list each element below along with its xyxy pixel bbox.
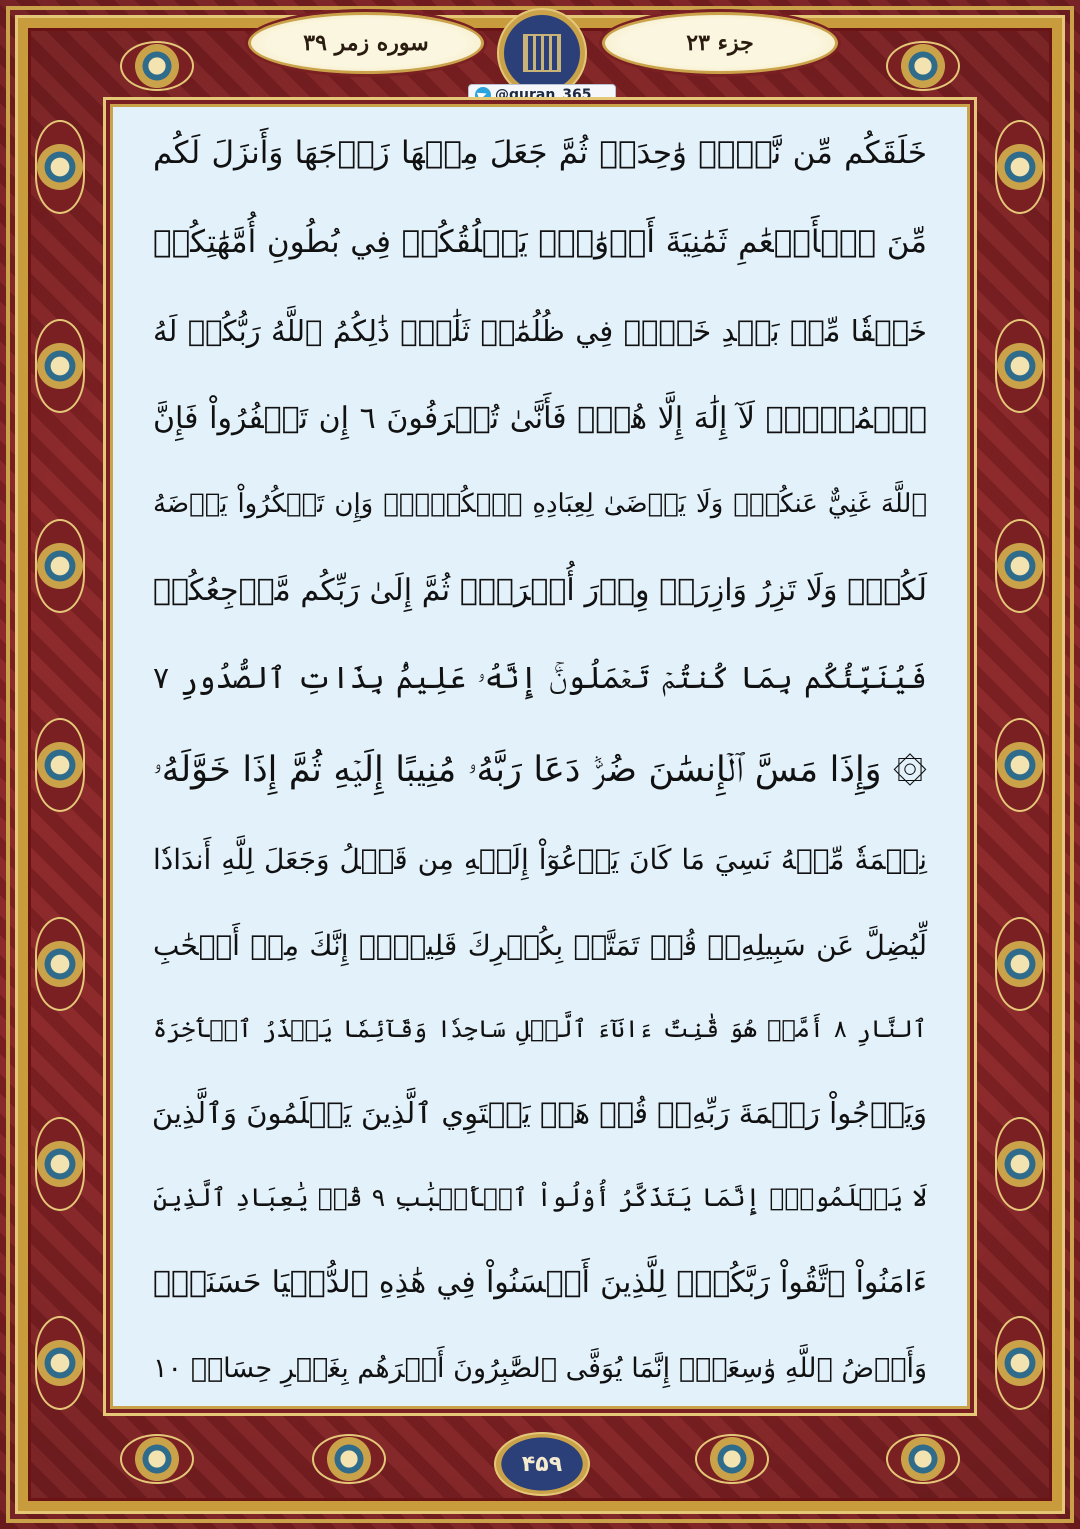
verse-line: مِّنَ ٱلۡأَنۡعَٰمِ ثَمَٰنِيَةَ أَزۡوَٰجٖۚ يَخۡلُقُكُمۡ فِي بُطُونِ أُمَّهَٰتِكُمۡ: [153, 224, 927, 261]
verse-line: ءَامَنُواْ ٱتَّقُواْ رَبَّكُمۡۚ لِلَّذِينَ أَحۡسَنُواْ فِي هَٰذِهِ ٱلدُّنۡيَا حَسَنَةٞۗ: [153, 1265, 927, 1301]
verse-line: ۞ وَإِذَا مَسَّ ٱلۡإِنسَٰنَ ضُرّٞ دَعَا رَبَّهُۥ مُنِيبًا إِلَيۡهِ ثُمَّ إِذَا خَوَّلَهُۥ: [153, 750, 927, 790]
medallion-ornament: [995, 120, 1045, 214]
verse-line: فَيُنَبِّئُكُم بِمَا كُنتُمۡ تَعۡمَلُونَۚ إِنَّهُۥ عَلِيمُۢ بِذَاتِ ٱلصُّدُورِ ٧: [153, 660, 927, 696]
emblem-calligraphy: [523, 34, 561, 72]
rosette-ornament: [120, 41, 194, 91]
verse-line: خَلۡقٗا مِّنۢ بَعۡدِ خَلۡقٖ فِي ظُلُمَٰتٖ ثَلَٰثٖۚ ذَٰلِكُمُ ٱللَّهُ رَبُّكُمۡ لَهُ: [153, 313, 927, 348]
medallion-ornament: [35, 917, 85, 1011]
verse-line: لَكُمۡۗ وَلَا تَزِرُ وَازِرَةٞ وِزۡرَ أُخۡرَىٰۚ ثُمَّ إِلَىٰ رَبِّكُم مَّرۡجِعُكُمۡ: [153, 572, 927, 608]
channel-handle-text: @quran_365: [495, 87, 592, 103]
page-number: ۴۵۹: [521, 1451, 563, 1477]
medallion-ornament: [995, 718, 1045, 812]
medallion-ornament: [35, 120, 85, 214]
verse-line: ٱلۡمُلۡكُۖ لَآ إِلَٰهَ إِلَّا هُوَۖ فَأَنَّىٰ تُصۡرَفُونَ ٦ إِن تَكۡفُرُواْ فَإِنَّ: [153, 400, 927, 436]
page-number-medallion: [494, 1432, 590, 1496]
medallion-ornament: [995, 917, 1045, 1011]
medallion-ornament: [35, 718, 85, 812]
rosette-ornament: [886, 1434, 960, 1484]
rosette-ornament: [120, 1434, 194, 1484]
surah-cartouche: [248, 12, 484, 74]
channel-handle-badge[interactable]: [468, 84, 616, 106]
verse-line: وَأَرۡضُ ٱللَّهِ وَٰسِعَةٌۗ إِنَّمَا يُوَفَّى ٱلصَّٰبِرُونَ أَجۡرَهُم بِغَيۡرِ حِسَابٖ ١٠: [153, 1353, 927, 1385]
verse-line: لَا يَعۡلَمُونَۗ إِنَّمَا يَتَذَكَّرُ أُوْلُواْ ٱلۡأَلۡبَٰبِ ٩ قُلۡ يَٰعِبَادِ ٱلَّذِينَ: [153, 1182, 927, 1212]
right-ornament-column: [990, 120, 1050, 1410]
verse-line: لِّيُضِلَّ عَن سَبِيلِهِۦۚ قُلۡ تَمَتَّعۡ بِكُفۡرِكَ قَلِيلًاۖ إِنَّكَ مِنۡ أَصۡحَٰبِ: [153, 929, 927, 963]
medallion-ornament: [995, 1316, 1045, 1410]
medallion-ornament: [995, 519, 1045, 613]
medallion-ornament: [995, 1117, 1045, 1211]
medallion-ornament: [35, 1117, 85, 1211]
juz-cartouche: [602, 12, 838, 74]
verse-line: ٱللَّهَ غَنِيٌّ عَنكُمۡۖ وَلَا يَرۡضَىٰ لِعِبَادِهِ ٱلۡكُفۡرَۖ وَإِن تَشۡكُرُواْ يَرۡضَهُ: [153, 489, 927, 520]
medallion-ornament: [35, 519, 85, 613]
telegram-icon: [475, 87, 491, 103]
medallion-ornament: [35, 1316, 85, 1410]
juz-label: جزء ۲۳: [686, 30, 754, 56]
verse-line: وَيَرۡجُواْ رَحۡمَةَ رَبِّهِۦۗ قُلۡ هَلۡ يَسۡتَوِي ٱلَّذِينَ يَعۡلَمُونَ وَٱلَّذِينَ: [151, 1095, 927, 1130]
rosette-ornament: [312, 1434, 386, 1484]
verse-panel: [110, 104, 970, 1409]
verse-line: نِعۡمَةٗ مِّنۡهُ نَسِيَ مَا كَانَ يَدۡعُوٓاْ إِلَيۡهِ مِن قَبۡلُ وَجَعَلَ لِلَّهِ أَندَادٗا: [153, 843, 927, 877]
rosette-ornament: [695, 1434, 769, 1484]
surah-label: سوره زمر ۳۹: [303, 30, 429, 56]
medallion-ornament: [35, 319, 85, 413]
verse-line: خَلَقَكُم مِّن نَّفۡسٖ وَٰحِدَةٖ ثُمَّ جَعَلَ مِنۡهَا زَوۡجَهَا وَأَنزَلَ لَكُم: [153, 135, 927, 171]
rosette-ornament: [886, 41, 960, 91]
left-ornament-column: [30, 120, 90, 1410]
medallion-ornament: [995, 319, 1045, 413]
verse-line: ٱلنَّارِ ٨ أَمَّنۡ هُوَ قَٰنِتٌ ءَانَآءَ ٱلَّيۡلِ سَاجِدٗا وَقَآئِمٗا يَحۡذَرُ ٱلۡأٓخِرَةَ: [153, 1014, 927, 1043]
verse-lines: [153, 135, 927, 1386]
